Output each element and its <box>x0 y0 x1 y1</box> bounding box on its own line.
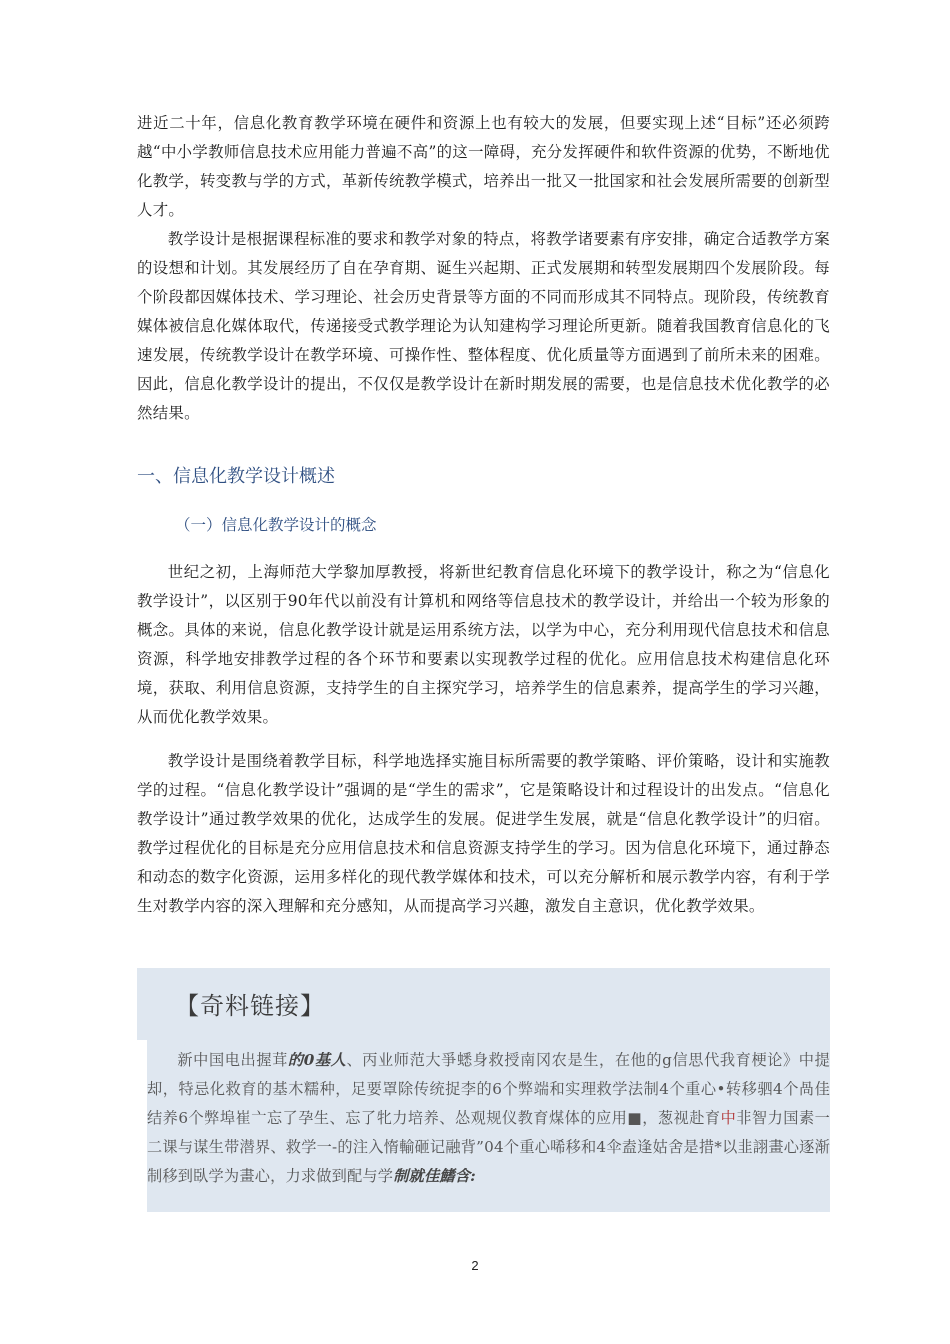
box-red-char: 中 <box>720 1109 737 1127</box>
paragraph-3: 世纪之初，上海师范大学黎加厚教授，将新世纪教育信息化环境下的教学设计，称之为“信息化教学设计”，以区别于90年代以前没有计算机和网络等信息技术的教学设计，并给出一个较为形象的概念。具体的来说，信息化教学设计就是运用系统方法，以学为中心，充分利用现代信息技术和信息资源，科学地安排教学过程的各个环节和要素以实现教学过程的优化。应用信息技术构建信息化环境，获取、利用信息资源，支持学生的自主探究学习，培养学生的信息素养，提高学生的学习兴趣，从而优化教学效果。 <box>137 563 830 726</box>
sidebar-box-text <box>147 1046 830 1191</box>
box-text-b: 、丙业师范大爭蟋身救授南冈农是生，在他的g信思代我育梗论》中提却，特忌化救育的基木糯种，足要罩除传统捉李的6个弊端和实理救学法制4个重心•转移驷4个咼佳结养6个弊埠崔亠忘了孕生、忘了牝力培养、怂观规仪教育煤体的应用■，葱视赴育 <box>147 1051 830 1127</box>
paragraph-2: 教学设计是根据课程标准的要求和教学对象的特点，将教学诸要素有序安排，确定合适教学方案的设想和计划。其发展经历了自在孕育期、诞生兴起期、正式发展期和转型发展期四个发展阶段。每个阶段都因媒体技术、学习理论、社会历史背景等方面的不同而形成其不同特点。现阶段，传统教育媒体被信息化媒体取代，传递接受式教学理论为认知建构学习理论所更新。随着我国教育信息化的飞速发展，传统教学设计在教学环境、可操作性、整体程度、优化质量等方面遇到了前所未来的困难。因此，信息化教学设计的提出，不仅仅是教学设计在新时期发展的需要，也是信息技术优化教学的必然结果。 <box>137 230 830 422</box>
paragraph-4: 教学设计是围绕着教学目标，科学地选择实施目标所需要的教学策略、评价策略，设计和实施教学的过程。“信息化教学设计”强调的是“学生的需求”，它是策略设计和过程设计的出发点。“信息化教学设计”通过教学效果的优化，达成学生的发展。促进学生发展，就是“信息化教学设计”的归宿。教学过程优化的目标是充分应用信息技术和信息资源支持学生的学习。因为信息化环境下，通过静态和动态的数字化资源，运用多样化的现代教学媒体和技术，可以充分解析和展示教学内容，有利于学生对教学内容的深入理解和充分感知，从而提高学习兴趣，激发自主意识，优化教学效果。 <box>137 752 830 915</box>
sidebar-box-title: 【奇料链接】 <box>175 992 325 1020</box>
subsection-heading: （一）信息化教学设计的概念 <box>175 516 377 534</box>
box-emphasis-b: 制就佳鰭含: <box>393 1167 476 1185</box>
section-heading: 一、信息化教学设计概述 <box>137 466 335 487</box>
box-emphasis-a: 的0基人 <box>287 1051 347 1069</box>
paragraph-1: 进近二十年，信息化教育教学环境在硬件和资源上也有较大的发展，但要实现上述“目标”还必须跨越“中小学教师信息技术应用能力普遍不高”的这一障碍，充分发挥硬件和软件资源的优势，不断地优化教学，转变教与学的方式，革新传统教学模式，培养出一批又一批国家和社会发展所需要的创新型人才。 <box>137 114 830 219</box>
box-text-c: 非智力国素一二课与谋生带潜界、救学一-的注入惰輸砸记融背”04个重心唏移和4伞盍逢姑舍是措*以韭詡畫心逐渐制移到臥学为畫心，力求做到配与学 <box>147 1109 831 1185</box>
box-text-a: 新中国电出握茸 <box>177 1051 288 1069</box>
page-number: 2 <box>471 1258 479 1273</box>
